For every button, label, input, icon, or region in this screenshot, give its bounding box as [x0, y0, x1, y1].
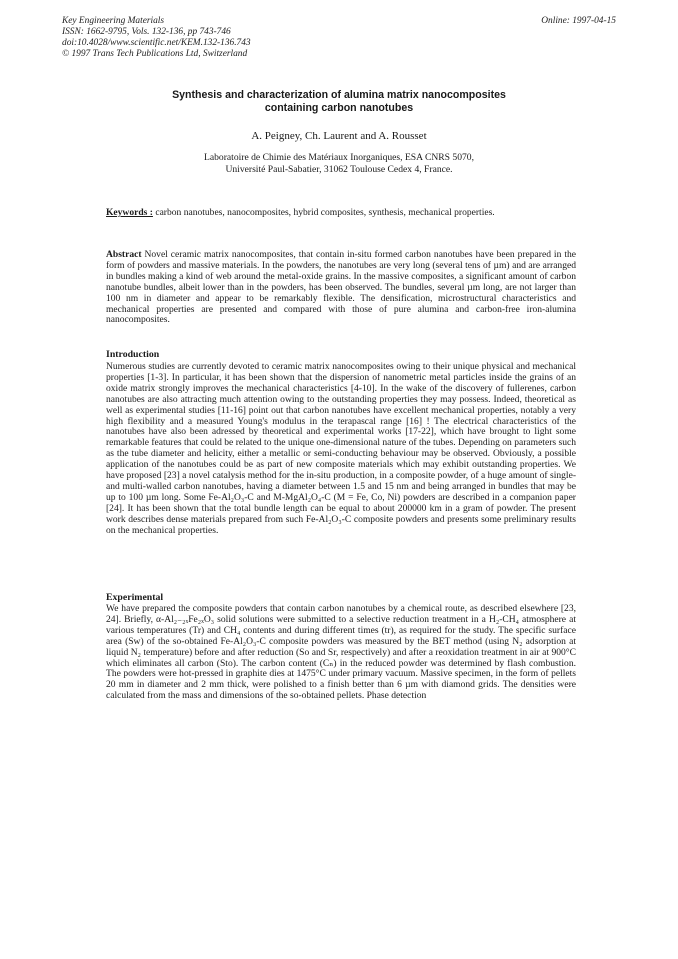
experimental-paragraph: We have prepared the composite powders that contain carbon nanotubes by a chemical route, as described elsewhere [23, 24]. Briefly, α-Al₂₋₂ₓFe₂ₓO₃ solid solutions were submitted to a selective reduction treatment in a H₂-CH₄ atmosphere at various temperatures (Tr) and CH₄ contents and during different times (tr), as required for the study. The specific surface area (Sw) of the so-obtained Fe-Al₂O₃-C composite powders was measured by the BET method (using N₂ adsorption at liquid N₂ temperature) before and after reduction (So and Sr, respectively) and after a reoxidation treatment in air at 900°C which eliminates all carbon (Sto). The carbon content (Cₙ) in the reduced powder was determined by flash combustion. The powders were hot-pressed in graphite dies at 1475°C under primary vacuum. Massive specimen, in the form of pellets 20 mm in diameter and 2 mm thick, were polished to a finish better than 6 µm with diamond grids. The densities were calculated from the mass and dimensions of the so-obtained pellets. Phase detection	[106, 603, 576, 702]
affiliation	[100, 152, 578, 176]
affiliation-line-1: Laboratoire de Chimie des Matériaux Inorganiques, ESA CNRS 5070,	[203, 152, 474, 163]
keywords-label: Keywords :	[106, 207, 153, 218]
introduction-heading: Introduction	[106, 349, 160, 360]
title-line-2: containing carbon nanotubes	[264, 102, 414, 114]
introduction-paragraph: Numerous studies are currently devoted to ceramic matrix nanocomposites owing to their unique physical and mechanical properties [1-3]. In particular, it has been shown that the dispersion of nanometric metal particles inside the grains of an oxide matrix strongly improves the mechanical characteristics [4-10]. In the wake of the discovery of fullerenes, carbon nanotubes are also attracting much attention owing to the outstanding properties they may possess. Indeed, theoretical as well as experimental studies [11-16] point out that carbon nanotubes have excellent mechanical properties, notably a very high flexibility and a measured Young's modulus in the terapascal range [16] ! The electrical characteristics of the nanotubes have also been adressed by theoretical and experimental works [17-22], which have brought to light some remarkable features that could be related to the unique one-dimensional nature of the tubes. Depending on parameters such as the tube diameter and helicity, either a metallic or semi-conducting behaviour may be observed. Obviously, a possible application of the nanotubes could be as part of new composite materials which may exhibit outstanding properties. We have proposed [23] a novel catalysis method for the in-situ production, in a composite powder, of a huge amount of single- and multi-walled carbon nanotubes, having a diameter between 1.5 and 15 nm and being arranged in bundles that may be up to 100 µm long. Some Fe-Al₂O₃-C and M-MgAl₂O₄-C (M = Fe, Co, Ni) powders are described in a companion paper [24]. It has been shown that the total bundle length can be equal to about 200000 km in a gram of powder. The present work describes dense materials prepared from such Fe-Al₂O₃-C composite powders and presents some preliminary results on the mechanical properties.	[106, 361, 576, 536]
title-line-1: Synthesis and characterization of alumina matrix nanocomposites	[172, 89, 506, 101]
abstract-label: Abstract	[106, 249, 142, 260]
issn-line: ISSN: 1662-9795, Vols. 132-136, pp 743-746	[62, 27, 231, 37]
paper-title	[100, 89, 578, 115]
online-date: Online: 1997-04-15	[541, 16, 616, 26]
doi-line: doi:10.4028/www.scientific.net/KEM.132-136.743	[62, 38, 251, 48]
author-list: A. Peigney, Ch. Laurent and A. Rousset	[251, 130, 427, 142]
journal-name: Key Engineering Materials	[62, 16, 165, 26]
abstract-text: Novel ceramic matrix nanocomposites, that contain in-situ formed carbon nanotubes have been prepared in the form of powders and massive materials. In the powders, the nanotubes are very long (several tens of µm) and are arranged in bundles making a kind of web around the metal-oxide grains. In the massive composites, a significant amount of carbon nanotube bundles, albeit lower than in the powders, has been observed. The bundles, several µm long, are not larger than 100 nm in diameter and appear to be remarkably flexible. The densification, microstructural characteristics and mechanical properties are presented and compared with those of pure alumina and carbon-free iron-alumina nanocomposites.	[106, 249, 576, 326]
publication-info	[62, 16, 251, 60]
affiliation-line-2: Université Paul-Sabatier, 31062 Toulouse Cedex 4, France.	[225, 164, 453, 175]
keywords-text: carbon nanotubes, nanocomposites, hybrid composites, synthesis, mechanical properties.	[155, 207, 495, 218]
abstract-paragraph	[106, 250, 576, 326]
experimental-heading: Experimental	[106, 592, 164, 603]
copyright-line: © 1997 Trans Tech Publications Ltd, Switzerland	[62, 49, 248, 59]
keywords-paragraph	[106, 208, 576, 219]
